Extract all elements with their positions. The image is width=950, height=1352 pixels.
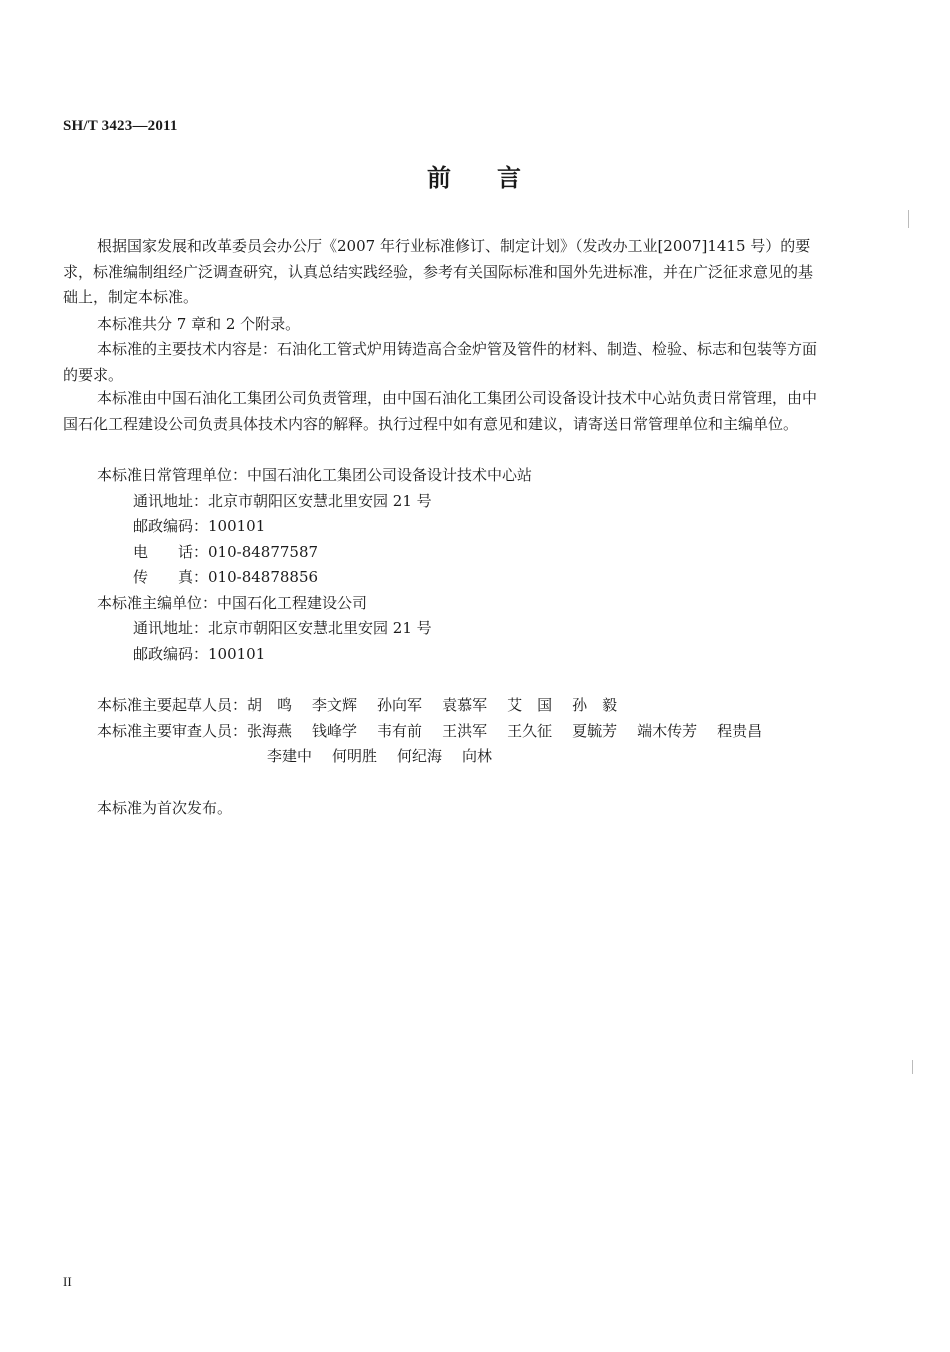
scan-mark <box>908 210 909 228</box>
drafters-row <box>97 693 637 719</box>
reviewer-name: 王洪军 <box>442 722 488 740</box>
drafter-name: 李文辉 <box>312 696 358 714</box>
drafter-name: 胡 鸣 <box>247 696 293 714</box>
editor-unit: 本标准主编单位：中国石化工程建设公司 <box>97 594 368 612</box>
reviewers-row-1 <box>97 719 762 745</box>
paragraph-chapters: 本标准共分 7 章和 2 个附录。 <box>97 315 301 333</box>
management-phone <box>133 540 318 566</box>
drafter-name: 孙向军 <box>377 696 423 714</box>
editor-postcode: 邮政编码：100101 <box>133 645 266 663</box>
reviewer-name: 张海燕 <box>247 722 293 740</box>
phone-number: 010-84877587 <box>208 543 319 561</box>
document-id: SH/T 3423—2011 <box>63 118 178 134</box>
reviewer-name: 王久征 <box>507 722 553 740</box>
reviewer-name: 钱峰学 <box>312 722 358 740</box>
phone-label: 电 话： <box>133 543 209 561</box>
scan-mark <box>912 1060 913 1074</box>
drafter-name: 孙 毅 <box>572 696 618 714</box>
reviewers-row-2 <box>267 744 512 770</box>
fax-label: 传 真： <box>133 568 209 586</box>
editor-address: 通讯地址：北京市朝阳区安慧北里安园 21 号 <box>133 619 432 637</box>
reviewer-name: 李建中 <box>267 747 313 765</box>
reviewer-name: 夏毓芳 <box>572 722 618 740</box>
reviewer-name: 何明胜 <box>332 747 378 765</box>
paragraph-background: 根据国家发展和改革委员会办公厅《2007 年行业标准修订、制定计划》（发改办工业[2007]1415 号）的要求，标准编制组经广泛调查研究，认真总结实践经验，参考有关国际标准和国外先进标准，并在广泛征求意见的基础上，制定本标准。 <box>63 237 814 306</box>
reviewer-name: 何纪海 <box>397 747 443 765</box>
management-address: 通讯地址：北京市朝阳区安慧北里安园 21 号 <box>133 492 432 510</box>
page-title <box>0 158 950 193</box>
reviewer-name: 向林 <box>462 747 493 765</box>
reviewer-name: 韦有前 <box>377 722 423 740</box>
management-fax <box>133 565 318 591</box>
management-unit: 本标准日常管理单位：中国石油化工集团公司设备设计技术中心站 <box>97 466 533 484</box>
closing-statement: 本标准为首次发布。 <box>97 799 233 817</box>
drafters-label: 本标准主要起草人员： <box>97 696 248 714</box>
fax-number: 010-84878856 <box>208 568 319 586</box>
drafter-name: 艾 国 <box>507 696 553 714</box>
paragraph-management: 本标准由中国石油化工集团公司负责管理，由中国石油化工集团公司设备设计技术中心站负责日常管理，由中国石化工程建设公司负责具体技术内容的解释。执行过程中如有意见和建议，请寄送日常管理单位和主编单位。 <box>63 389 818 433</box>
page-number: II <box>63 1274 72 1289</box>
reviewer-name: 程贵昌 <box>717 722 763 740</box>
reviewers-label: 本标准主要审查人员： <box>97 722 248 740</box>
drafter-name: 袁慕军 <box>442 696 488 714</box>
paragraph-technical-content: 本标准的主要技术内容是：石油化工管式炉用铸造高合金炉管及管件的材料、制造、检验、标志和包装等方面的要求。 <box>63 340 818 384</box>
title-char-1: 前 <box>427 163 453 192</box>
management-postcode: 邮政编码：100101 <box>133 517 266 535</box>
title-char-2: 言 <box>497 163 523 192</box>
reviewer-name: 端木传芳 <box>637 722 698 740</box>
